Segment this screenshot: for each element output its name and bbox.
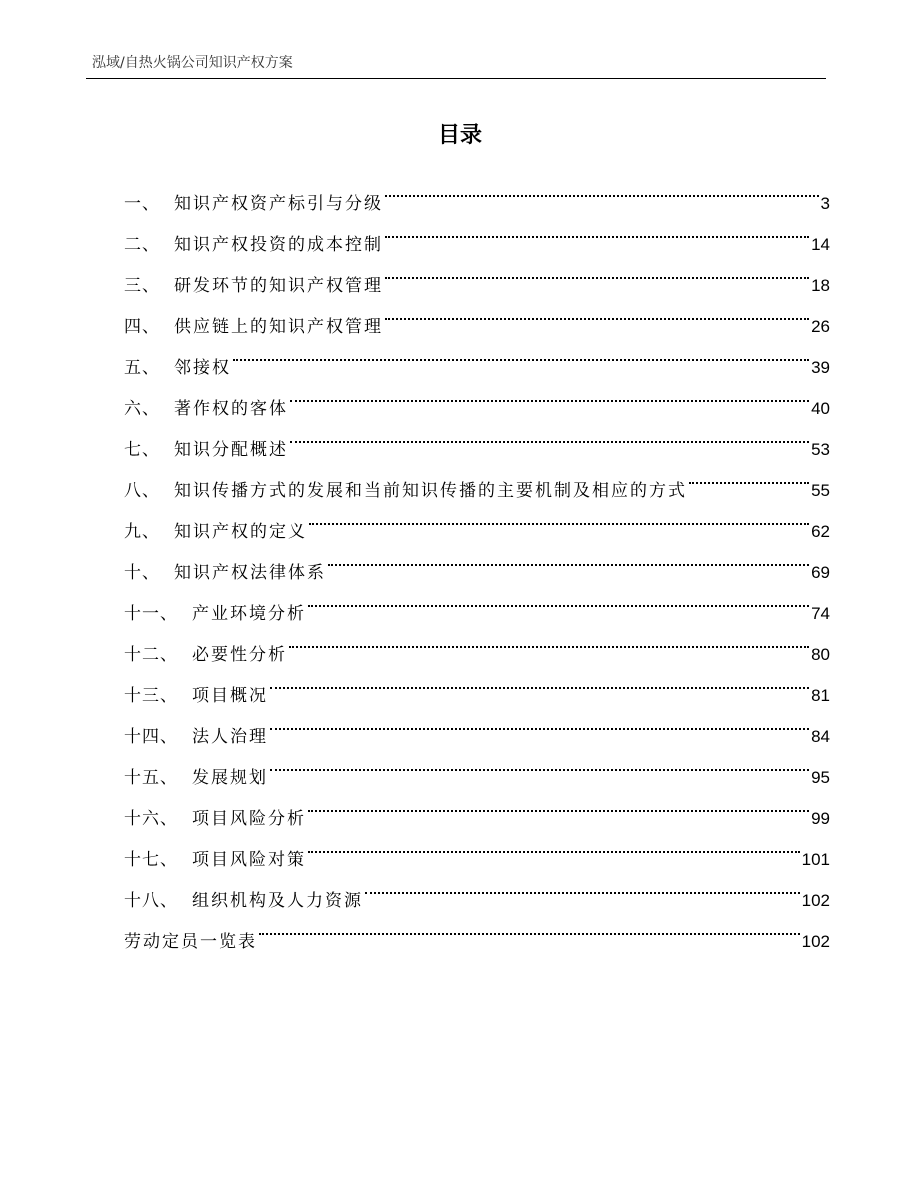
toc-entry-page: 99 (811, 809, 830, 828)
toc-entry-page: 40 (811, 399, 830, 418)
toc-entry-number: 十、 (124, 563, 160, 583)
toc-dot-leader (290, 414, 809, 455)
toc-entry-page: 80 (811, 645, 830, 664)
toc-entry-number: 八、 (124, 481, 160, 501)
toc-entry-number: 三、 (124, 276, 160, 296)
toc-entry-title: 项目风险对策 (192, 850, 306, 870)
header-divider (86, 78, 826, 79)
table-of-contents (124, 168, 830, 952)
toc-entry-page: 84 (811, 727, 830, 746)
toc-entry-number: 七、 (124, 440, 160, 460)
toc-entry-page: 102 (801, 891, 830, 910)
toc-entry-number: 一、 (124, 194, 160, 214)
toc-dot-leader (309, 496, 809, 537)
toc-dot-leader (270, 742, 809, 783)
toc-entry-number: 二、 (124, 235, 160, 255)
toc-entry-title: 知识产权法律体系 (174, 563, 326, 583)
toc-entry-number: 十四、 (124, 727, 178, 747)
toc-dot-leader (308, 783, 809, 824)
toc-entry-page: 102 (801, 932, 830, 951)
toc-entry-page: 55 (811, 481, 830, 500)
toc-dot-leader (385, 291, 809, 332)
toc-entry-title: 组织机构及人力资源 (192, 891, 363, 911)
toc-entry-number: 十三、 (124, 686, 178, 706)
toc-entry-title: 研发环节的知识产权管理 (174, 276, 383, 296)
toc-entry-number: 五、 (124, 358, 160, 378)
toc-entry-title: 知识分配概述 (174, 440, 288, 460)
toc-entry[interactable] (124, 168, 830, 214)
page-header: 泓域/自热火锅公司知识产权方案 (92, 55, 293, 71)
toc-dot-leader (233, 332, 809, 373)
toc-entry-number: 四、 (124, 317, 160, 337)
toc-entry-page: 18 (811, 276, 830, 295)
toc-entry-page: 39 (811, 358, 830, 377)
toc-entry-title: 知识传播方式的发展和当前知识传播的主要机制及相应的方式 (174, 481, 687, 501)
toc-entry-title: 著作权的客体 (174, 399, 288, 419)
toc-dot-leader (290, 373, 809, 414)
toc-entry-title: 必要性分析 (192, 645, 287, 665)
toc-entry-title: 产业环境分析 (192, 604, 306, 624)
toc-dot-leader (385, 250, 809, 291)
toc-entry-page: 53 (811, 440, 830, 459)
toc-entry-title: 项目风险分析 (192, 809, 306, 829)
toc-entry-title: 法人治理 (192, 727, 268, 747)
toc-entry-title: 项目概况 (192, 686, 268, 706)
toc-dot-leader (385, 209, 809, 250)
toc-entry-title: 供应链上的知识产权管理 (174, 317, 383, 337)
toc-entry-page: 95 (811, 768, 830, 787)
toc-dot-leader (365, 865, 800, 906)
toc-dot-leader (270, 660, 809, 701)
toc-dot-leader (259, 906, 800, 947)
toc-entry-page: 14 (811, 235, 830, 254)
toc-entry-title: 知识产权资产标引与分级 (174, 194, 383, 214)
toc-entry-page: 26 (811, 317, 830, 336)
toc-entry-number: 十五、 (124, 768, 178, 788)
toc-dot-leader (385, 168, 819, 209)
toc-entry-number: 十二、 (124, 645, 178, 665)
toc-entry-number: 十七、 (124, 850, 178, 870)
toc-entry-number: 六、 (124, 399, 160, 419)
toc-dot-leader (289, 619, 809, 660)
toc-dot-leader (270, 701, 809, 742)
toc-entry-number: 十六、 (124, 809, 178, 829)
toc-entry-page: 74 (811, 604, 830, 623)
toc-entry-page: 62 (811, 522, 830, 541)
toc-entry-title: 知识产权投资的成本控制 (174, 235, 383, 255)
toc-title: 目录 (437, 123, 482, 148)
toc-dot-leader (328, 537, 809, 578)
toc-entry-title: 发展规划 (192, 768, 268, 788)
toc-entry-page: 3 (820, 194, 830, 213)
toc-dot-leader (689, 455, 809, 496)
toc-entry-number: 十一、 (124, 604, 178, 624)
toc-entry-number: 九、 (124, 522, 160, 542)
toc-entry-page: 69 (811, 563, 830, 582)
toc-dot-leader (308, 578, 809, 619)
toc-dot-leader (308, 824, 800, 865)
toc-entry-title: 知识产权的定义 (174, 522, 307, 542)
toc-entry-page: 101 (801, 850, 830, 869)
toc-entry-page: 81 (811, 686, 830, 705)
toc-entry-title: 邻接权 (174, 358, 231, 378)
toc-entry-number: 十八、 (124, 891, 178, 911)
toc-entry-title: 劳动定员一览表 (124, 932, 257, 952)
